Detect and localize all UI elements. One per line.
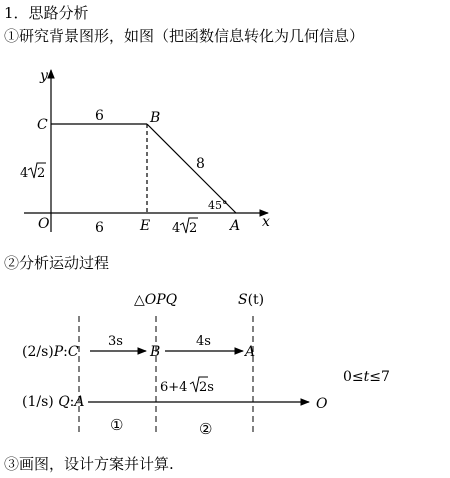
svg-text:6+4: 6+4 (160, 380, 188, 395)
area-function-header: S(t) (238, 292, 265, 308)
angle-a-label: 45° (208, 199, 228, 212)
point-e-label: E (140, 218, 151, 234)
p-end-label: A (245, 344, 256, 360)
point-b-label: B (150, 110, 161, 126)
step2-text: ②分析运动过程 (4, 254, 110, 272)
p-mid-label: B (150, 344, 161, 360)
step3-text: ③画图，设计方案并计算. (4, 455, 174, 473)
x-axis-label: x (262, 214, 270, 230)
q-row-label: (1/s) Q:A (22, 394, 85, 410)
p-time-1: 3s (108, 334, 123, 349)
q-end-label: O (316, 396, 328, 412)
triangle-header: △OPQ (134, 292, 178, 308)
step1-text: ①研究背景图形，如图（把函数信息转化为几何信息） (4, 27, 365, 45)
segment-1-marker: ① (110, 416, 124, 434)
point-c-label: C (37, 117, 48, 133)
length-ba: 8 (196, 156, 205, 172)
section-heading: 1．思路分析 (4, 4, 89, 22)
segment-2-marker: ② (199, 420, 213, 438)
svg-text:2: 2 (189, 221, 198, 236)
svg-text:2: 2 (37, 166, 46, 181)
y-axis-label: y (40, 68, 48, 84)
length-oe: 6 (95, 220, 104, 236)
svg-text:4: 4 (20, 166, 29, 181)
point-o-label: O (38, 216, 50, 232)
p-row-label: (2/s)P:C (22, 344, 79, 360)
svg-text:2s: 2s (199, 380, 214, 395)
q-time (160, 377, 214, 395)
p-time-2: 4s (196, 334, 211, 349)
point-a-label: A (230, 218, 241, 234)
svg-text:4: 4 (172, 221, 181, 236)
length-cb: 6 (95, 108, 104, 124)
time-range: 0≤t≤7 (343, 369, 390, 385)
